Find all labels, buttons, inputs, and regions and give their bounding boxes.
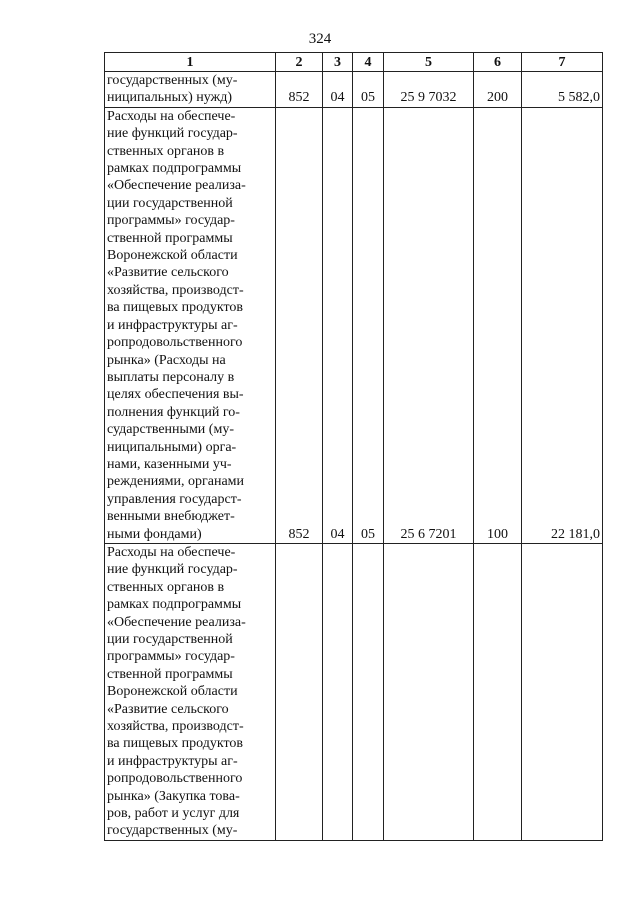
description-line: рынка» (Закупка това- <box>107 788 240 804</box>
description-line: рамках подпрограммы <box>107 161 242 177</box>
cell-subsection: 05 <box>353 72 384 108</box>
description-line: сударственными (му- <box>107 422 234 438</box>
column-header-5: 5 <box>384 53 474 72</box>
description-line: ниципальных) нужд) <box>107 90 232 106</box>
description-line: рынка» (Расходы на <box>107 352 226 368</box>
description-line: хозяйства, производст- <box>107 282 244 298</box>
description-line: ние функций государ- <box>107 126 238 142</box>
description-line: выплаты персоналу в <box>107 369 235 385</box>
description-line: ции государственной <box>107 195 233 211</box>
column-header-6: 6 <box>474 53 522 72</box>
description-line: ва пищевых продуктов <box>107 300 244 316</box>
description-line: Расходы на обеспече- <box>107 544 236 560</box>
description-line: рамках подпрограммы <box>107 597 242 613</box>
table-row <box>105 72 603 108</box>
cell-expense-type <box>474 543 522 840</box>
cell-amount: 5 582,0 <box>522 72 603 108</box>
cell-amount: 22 181,0 <box>522 107 603 543</box>
cell-ministry-code <box>276 543 323 840</box>
description-line: и инфраструктуры аг- <box>107 753 238 769</box>
row-description <box>105 107 276 543</box>
cell-expense-type: 100 <box>474 107 522 543</box>
column-header-4: 4 <box>353 53 384 72</box>
budget-table <box>104 52 603 841</box>
description-line: ственных органов в <box>107 579 225 595</box>
description-line: хозяйства, производст- <box>107 719 244 735</box>
description-line: управления государст- <box>107 491 242 507</box>
column-header-7: 7 <box>522 53 603 72</box>
cell-subsection: 05 <box>353 107 384 543</box>
description-line: «Развитие сельского <box>107 701 229 717</box>
header-row <box>105 53 603 72</box>
description-line: Воронежской области <box>107 684 238 700</box>
description-line: ственной программы <box>107 230 233 246</box>
cell-target-article: 25 9 7032 <box>384 72 474 108</box>
cell-target-article <box>384 543 474 840</box>
description-line: «Обеспечение реализа- <box>107 178 246 194</box>
description-line: ственной программы <box>107 666 233 682</box>
cell-subsection <box>353 543 384 840</box>
description-line: реждениями, органами <box>107 474 245 490</box>
cell-section: 04 <box>323 72 353 108</box>
description-line: ции государственной <box>107 632 233 647</box>
description-line: ва пищевых продуктов <box>107 736 244 752</box>
cell-section <box>323 543 353 840</box>
description-line: венными внебюджет- <box>107 509 235 525</box>
description-line: программы» государ- <box>107 649 235 665</box>
cell-expense-type: 200 <box>474 72 522 108</box>
column-header-3: 3 <box>323 53 353 72</box>
description-line: Расходы на обеспече- <box>107 108 236 124</box>
column-header-2: 2 <box>276 53 323 72</box>
table-row <box>105 107 603 543</box>
description-line: Воронежской области <box>107 248 238 264</box>
row-description <box>105 72 276 108</box>
description-line: программы» государ- <box>107 213 235 229</box>
page-number: 324 <box>308 31 332 47</box>
cell-target-article: 25 6 7201 <box>384 107 474 543</box>
description-line: нами, казенными уч- <box>107 456 232 472</box>
description-line: полнения функций го- <box>107 404 240 420</box>
cell-amount <box>522 543 603 840</box>
table-row <box>105 543 603 840</box>
description-line: ров, работ и услуг для <box>107 806 240 822</box>
description-line: ние функций государ- <box>107 562 238 578</box>
cell-ministry-code: 852 <box>276 72 323 108</box>
description-line: «Развитие сельского <box>107 265 229 281</box>
description-line: государственных (му- <box>107 823 238 839</box>
description-line: ными фондами) <box>107 526 202 542</box>
description-line: ропродовольственного <box>107 771 243 787</box>
description-line: «Обеспечение реализа- <box>107 614 246 630</box>
description-line: государственных (му- <box>107 73 238 88</box>
row-description <box>105 543 276 840</box>
description-line: целях обеспечения вы- <box>107 387 244 403</box>
cell-ministry-code: 852 <box>276 107 323 543</box>
column-header-1: 1 <box>105 53 276 72</box>
description-line: ниципальными) орга- <box>107 439 237 455</box>
description-line: ственных органов в <box>107 143 225 159</box>
description-line: и инфраструктуры аг- <box>107 317 238 333</box>
cell-section: 04 <box>323 107 353 543</box>
description-line: ропродовольственного <box>107 335 243 351</box>
